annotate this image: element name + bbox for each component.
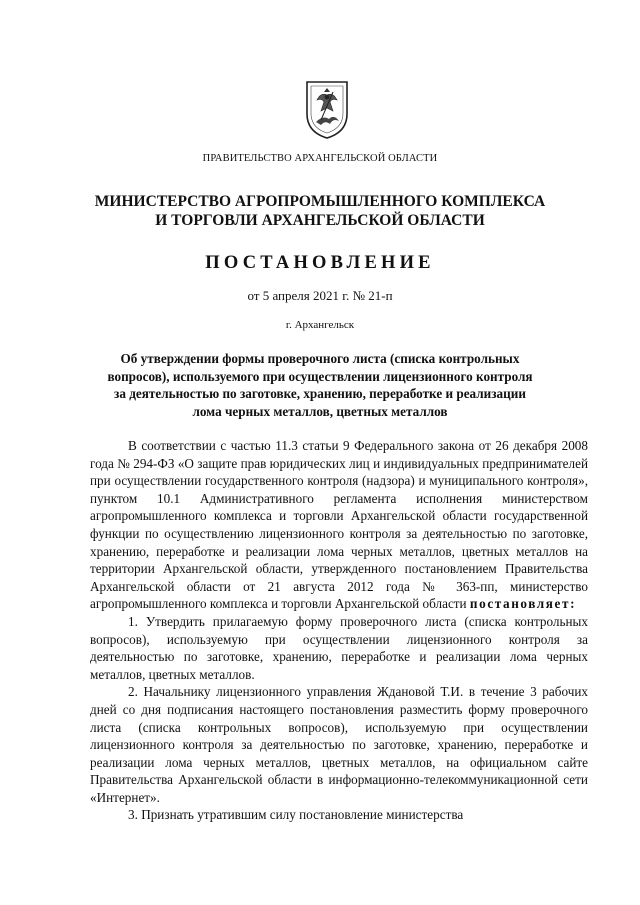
- document-body: [90, 437, 588, 824]
- subject-line-3: за деятельностью по заготовке, хранению, переработке и реализации: [114, 386, 526, 402]
- document-type-title: ПОСТАНОВЛЕНИЕ: [205, 253, 435, 273]
- preamble-text: В соответствии с частью 11.3 статьи 9 Федерального закона от 26 декабря 2008 года № 294-ФЗ «О защите прав юридических лиц и индивидуальных предпринимателей при осуществлении государственного контроля (надзора) и муниципального контроля», пунктом 10.1 Административного регламента исполнения министерством агропромышленного комплекса и торговли Архангельской области государственной функции по осуществлению лицензионного контроля за деятельностью по заготовке, хранению, переработке и реализации лома черных металлов, цветных металлов на территории Архангельской области, утвержденного постановлением Правительства Архангельской области от 21 августа 2012 года № 363-пп, министерство агропромышленного комплекса и торговли Архангельской области: [90, 438, 588, 612]
- ministry-line-2: И ТОРГОВЛИ АРХАНГЕЛЬСКОЙ ОБЛАСТИ: [155, 212, 485, 229]
- decree-word: постановляет:: [469, 596, 577, 612]
- clause-2: 2. Начальнику лицензионного управления Ждановой Т.И. в течение 3 рабочих дней со дня подписания настоящего постановления разместить форму проверочного листа (списка контрольных вопросов), используемую при осуществлении лицензионного контроля за деятельностью по заготовке, хранению, переработке и реализации лома черных металлов, цветных металлов, на официальном сайте Правительства Архангельской области в информационно-телекоммуникационной сети «Интернет».: [90, 684, 588, 805]
- ministry-heading: [0, 192, 640, 230]
- subject-line-1: Об утверждении формы проверочного листа (списка контрольных: [120, 351, 520, 366]
- preamble-paragraph: [90, 437, 588, 613]
- coat-of-arms-icon: [303, 78, 351, 140]
- subject-line-2: вопросов), используемого при осуществлении лицензионного контроля: [107, 368, 533, 384]
- document-city: г. Архангельск: [285, 319, 355, 331]
- document-subject: [0, 350, 640, 420]
- document-date-number: от 5 апреля 2021 г. № 21-п: [247, 288, 393, 303]
- ministry-line-1: МИНИСТЕРСТВО АГРОПРОМЫШЛЕННОГО КОМПЛЕКСА: [94, 193, 546, 210]
- government-heading: ПРАВИТЕЛЬСТВО АРХАНГЕЛЬСКОЙ ОБЛАСТИ: [202, 153, 438, 164]
- subject-line-4: лома черных металлов, цветных металлов: [192, 403, 448, 419]
- clause-1: 1. Утвердить прилагаемую форму проверочного листа (списка контрольных вопросов), используемую при осуществлении лицензионного контроля за деятельностью по заготовке, хранению, переработке и реализации лома черных металлов, цветных металлов.: [90, 613, 588, 682]
- clause-3: 3. Признать утратившим силу постановление министерства: [128, 807, 464, 823]
